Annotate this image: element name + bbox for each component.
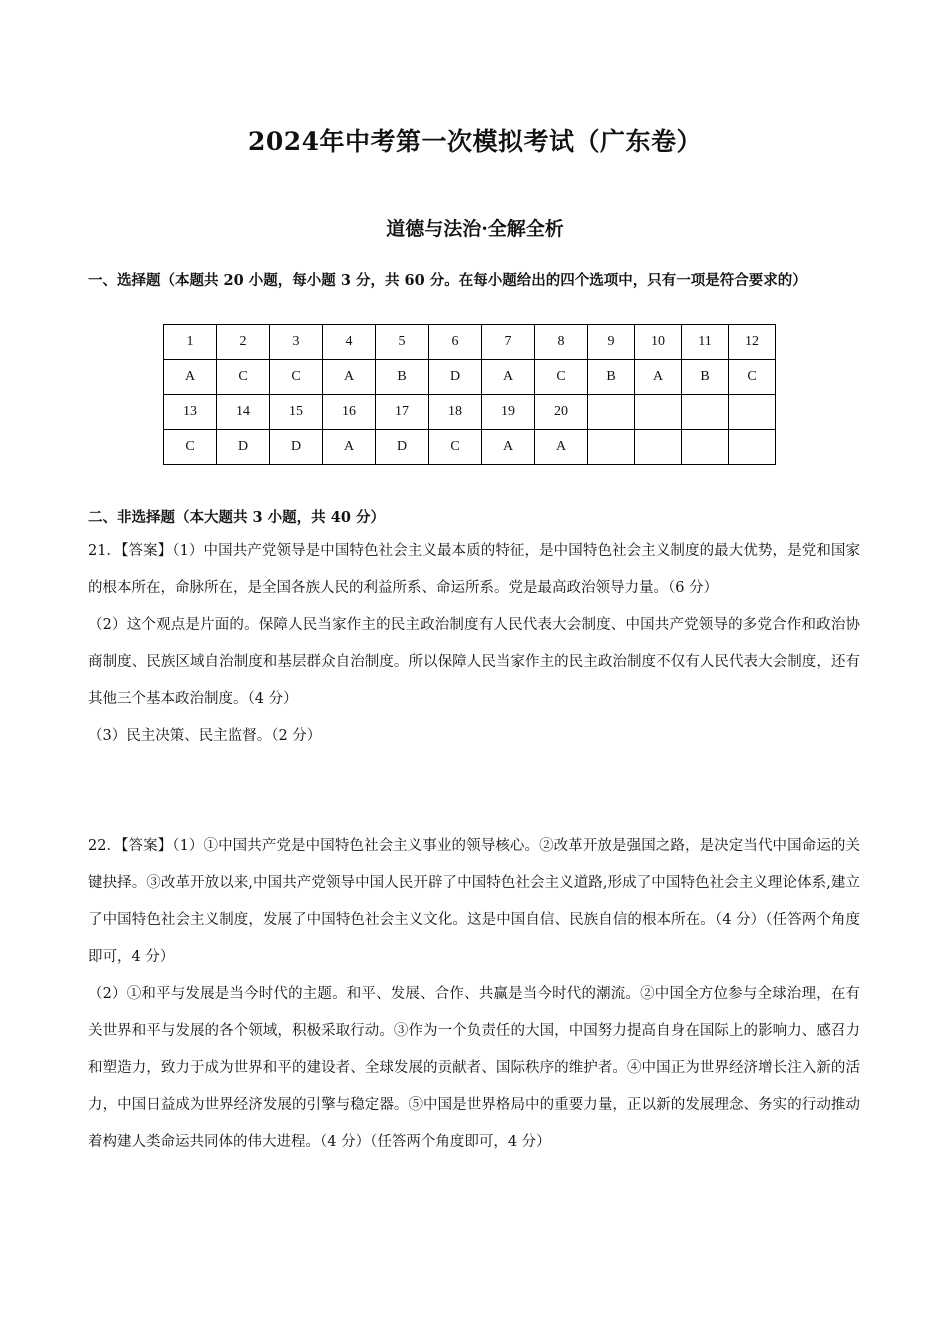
table-cell: A: [535, 430, 588, 465]
answer-table: [163, 324, 776, 465]
q22-part-1: 22．【答案】（1）①中国共产党是中国特色社会主义事业的领导核心。②改革开放是强国之路，是决定当代中国命运的关键抉择。③改革开放以来,中国共产党领导中国人民开辟了中国特色社会主义道路,形成了中国特色社会主义理论体系,建立了中国特色社会主义制度，发展了中国特色社会主义文化。这是中国自信、民族自信的根本所在。（4 分）（任答两个角度即可，4 分）: [88, 838, 860, 965]
table-row: [164, 325, 776, 360]
table-cell: [729, 430, 776, 465]
table-cell: [635, 430, 682, 465]
table-cell: C: [535, 360, 588, 395]
table-cell: D: [376, 430, 429, 465]
q22-part-2: （2）①和平与发展是当今时代的主题。和平、发展、合作、共赢是当今时代的潮流。②中国全方位参与全球治理，在有关世界和平与发展的各个领域，积极采取行动。③作为一个负责任的大国，中国努力提高自身在国际上的影响力、感召力和塑造力，致力于成为世界和平的建设者、全球发展的贡献者、国际秩序的维护者。④中国正为世界经济增长注入新的活力，中国日益成为世界经济发展的引擎与稳定器。⑤中国是世界格局中的重要力量，正以新的发展理念、务实的行动推动着构建人类命运共同体的伟大进程。（4 分）（任答两个角度即可，4 分）: [88, 986, 860, 1150]
table-row: [164, 395, 776, 430]
table-cell: C: [164, 430, 217, 465]
page-subtitle: 道德与法治·全解全析: [386, 218, 564, 240]
table-cell: 12: [729, 325, 776, 360]
table-cell: C: [270, 360, 323, 395]
table-cell: A: [323, 430, 376, 465]
table-cell: C: [429, 430, 482, 465]
table-cell: 20: [535, 395, 588, 430]
table-cell: 19: [482, 395, 535, 430]
table-cell: 15: [270, 395, 323, 430]
table-cell: D: [429, 360, 482, 395]
table-cell: A: [323, 360, 376, 395]
table-cell: D: [270, 430, 323, 465]
table-cell: A: [164, 360, 217, 395]
table-cell: 13: [164, 395, 217, 430]
table-cell: [588, 430, 635, 465]
table-cell: A: [482, 360, 535, 395]
table-cell: A: [482, 430, 535, 465]
table-cell: [635, 395, 682, 430]
table-cell: 3: [270, 325, 323, 360]
table-cell: 7: [482, 325, 535, 360]
table-cell: 5: [376, 325, 429, 360]
table-cell: C: [217, 360, 270, 395]
q21-part-2: （2）这个观点是片面的。保障人民当家作主的民主政治制度有人民代表大会制度、中国共产党领导的多党合作和政治协商制度、民族区域自治制度和基层群众自治制度。所以保障人民当家作主的民主政治制度不仅有人民代表大会制度，还有其他三个基本政治制度。（4 分）: [88, 617, 860, 707]
q21-part-1: 21．【答案】（1）中国共产党领导是中国特色社会主义最本质的特征，是中国特色社会主义制度的最大优势，是党和国家的根本所在，命脉所在，是全国各族人民的利益所系、命运所系。党是最高政治领导力量。（6 分）: [88, 543, 860, 596]
table-cell: 9: [588, 325, 635, 360]
table-cell: 8: [535, 325, 588, 360]
table-row: [164, 430, 776, 465]
table-cell: 1: [164, 325, 217, 360]
table-cell: 18: [429, 395, 482, 430]
table-cell: [682, 430, 729, 465]
table-cell: 14: [217, 395, 270, 430]
table-cell: B: [588, 360, 635, 395]
table-cell: [588, 395, 635, 430]
q21-part-3: （3）民主决策、民主监督。（2 分）: [88, 728, 322, 744]
table-cell: 10: [635, 325, 682, 360]
table-cell: B: [682, 360, 729, 395]
table-cell: A: [635, 360, 682, 395]
question-22-answer: [88, 828, 860, 1161]
table-cell: 6: [429, 325, 482, 360]
table-cell: C: [729, 360, 776, 395]
table-cell: 2: [217, 325, 270, 360]
table-cell: [729, 395, 776, 430]
table-cell: D: [217, 430, 270, 465]
section-2-heading: 二、非选择题（本大题共 3 小题，共 40 分）: [88, 509, 385, 526]
table-cell: B: [376, 360, 429, 395]
table-cell: [682, 395, 729, 430]
table-cell: 16: [323, 395, 376, 430]
table-cell: 17: [376, 395, 429, 430]
table-row: [164, 360, 776, 395]
page-title: 2024年中考第一次模拟考试（广东卷）: [247, 127, 703, 156]
table-cell: 4: [323, 325, 376, 360]
table-cell: 11: [682, 325, 729, 360]
section-1-heading: 一、选择题（本题共 20 小题，每小题 3 分，共 60 分。在每小题给出的四个选项中，只有一项是符合要求的）: [88, 272, 807, 289]
question-21-answer: [88, 533, 860, 755]
